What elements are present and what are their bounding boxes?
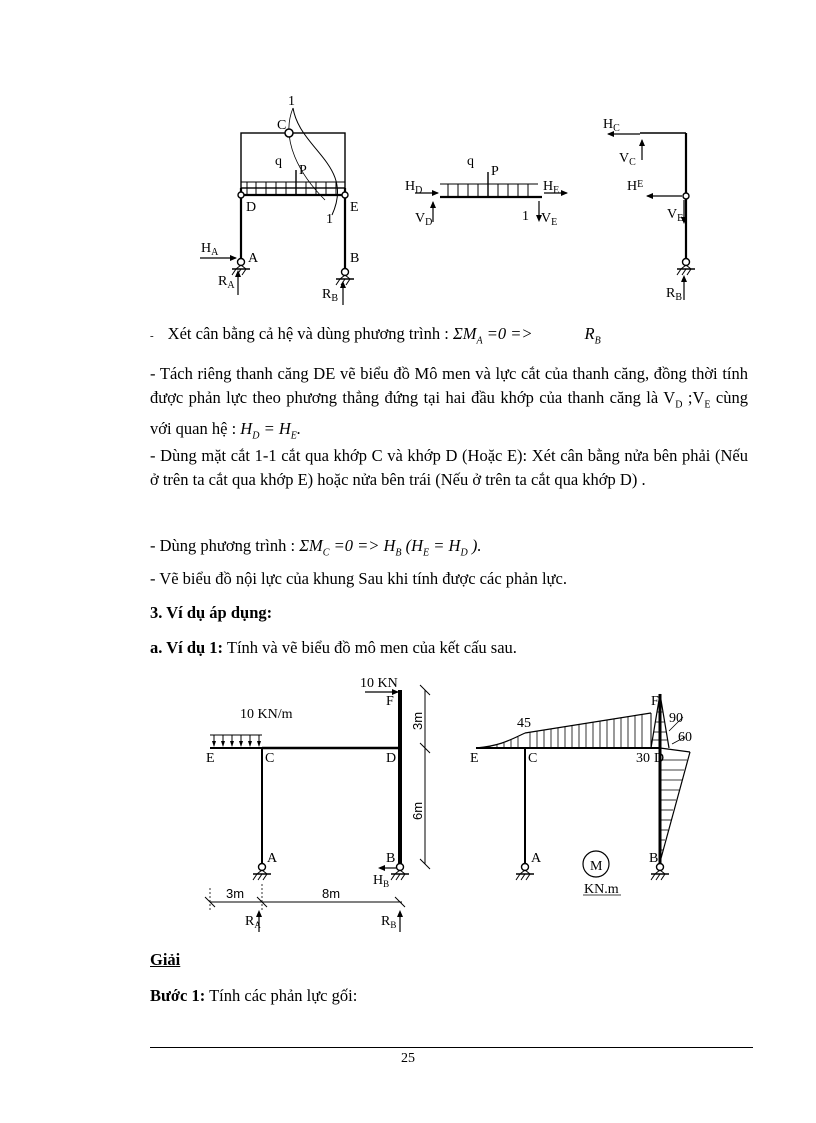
dim-3m-vertical: 3m (410, 711, 425, 730)
label-P-mid: P (491, 164, 499, 179)
paragraph-equilibrium-whole: - Xét cân bằng cả hệ và dùng phương trình : $\Sigma M_A =0 => R_B$ (150, 324, 601, 347)
label-HE-right: $H^E$ (627, 179, 644, 194)
paragraph-tie-bar: - Tách riêng thanh căng DE vẽ biểu đồ Mô men và lực cắt của thanh căng, đồng thời tính được phản lực theo phương thẳng đứng tại hai đầu khớp của thanh căng là $V_D$ $;V_E$ cùng với quan hệ : $H_D = H_E$. (150, 364, 749, 442)
paragraph-step-1: Bước 1: Tính các phản lực gối: (150, 986, 358, 1005)
label-HC: $H_C$ (603, 117, 620, 134)
heading-examples: 3. Ví dụ áp dụng: (150, 603, 273, 622)
label-P: P (299, 163, 307, 178)
paragraph-section-cut: - Dùng mặt cắt 1-1 cắt qua khớp C và khớp D (Hoặc E): Xét cân bằng nửa bên phải (Nếu ở trên ta cắt qua khớp E) hoặc nửa bên trái (Nếu ở trên ta cắt qua khớp D) . (150, 446, 748, 489)
label-HE-mid: $H_E$ (543, 179, 560, 196)
label-RB: $R_B$ (322, 287, 339, 304)
label-C-moment: C (528, 751, 538, 766)
label-30: 30 (636, 751, 650, 766)
label-VD: $V_D$ (415, 211, 433, 228)
paragraph-moment-equation: - Dùng phương trình : $\Sigma M_C =0 => H_B$ ($H_E = H_D$ ). (150, 536, 482, 559)
label-45: 45 (517, 716, 531, 731)
label-unit-knm: KN.m (584, 882, 619, 897)
label-D-ex: D (386, 751, 397, 766)
label-60: 60 (678, 730, 692, 745)
label-B-moment: B (649, 851, 659, 866)
paragraph-example-1: a. Ví dụ 1: Tính và vẽ biểu đồ mô men của kết cấu sau. (150, 638, 517, 657)
label-RA: $R_A$ (218, 274, 235, 291)
label-F: F (386, 694, 394, 709)
label-E: E (350, 200, 359, 215)
label-VE-mid: $V_E$ (541, 211, 558, 228)
label-section-1b: 1 (326, 212, 333, 227)
label-E-ex: E (206, 751, 215, 766)
label-B-ex: B (386, 851, 396, 866)
label-VE-right: $V_E$ (667, 207, 684, 224)
dim-3m: 3m (226, 886, 245, 901)
label-A-ex: A (267, 851, 278, 866)
dim-8m: 8m (322, 886, 341, 901)
label-M: M (590, 859, 603, 874)
label-q-mid: q (467, 154, 474, 169)
label-section-1: 1 (288, 94, 295, 109)
label-D: D (246, 200, 257, 215)
paragraph-draw-diagram: - Vẽ biểu đồ nội lực của khung Sau khi tính được các phản lực. (150, 569, 567, 588)
label-q: q (275, 154, 282, 169)
label-HB-ex: $H_B$ (373, 873, 390, 889)
label-RA-ex: $R_A$ (245, 914, 261, 930)
label-C-ex: C (265, 751, 275, 766)
label-A-moment: A (531, 851, 542, 866)
label-HD: $H_D$ (405, 179, 423, 196)
label-D-moment: D (654, 751, 665, 766)
heading-solution: Giải (150, 950, 181, 969)
label-B: B (350, 251, 360, 266)
label-force-10kn: 10 KN (360, 676, 398, 691)
label-RB-right: $R_B$ (666, 286, 683, 303)
label-VC: $V_C$ (619, 151, 636, 168)
page-number: 25 (401, 1051, 415, 1066)
label-C: C (277, 118, 287, 133)
footer-divider (150, 1047, 753, 1048)
label-section-1-mid: 1 (522, 209, 529, 224)
label-A: A (248, 251, 259, 266)
label-F-moment: F (651, 694, 659, 709)
label-90: 90 (669, 711, 683, 726)
label-HA: $H_A$ (201, 241, 219, 258)
dim-6m-vertical: 6m (410, 801, 425, 820)
label-load-10knm: 10 KN/m (240, 707, 293, 722)
label-E-moment: E (470, 751, 479, 766)
label-RB-ex: $R_B$ (381, 914, 397, 930)
